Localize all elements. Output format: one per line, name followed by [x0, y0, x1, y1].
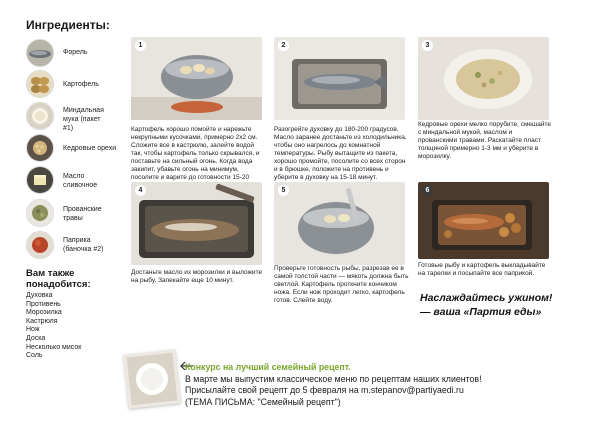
- step-5-number: 5: [278, 185, 289, 196]
- ingredient-label-pine-nuts: Кедровые орехи: [63, 145, 117, 152]
- step-4-photo: [131, 182, 262, 265]
- step-1-photo: [131, 37, 262, 120]
- contest-block: [185, 362, 482, 408]
- step-3-text: Кедровые орехи мелко порубите, смешайте с миндальной мукой, маслом и прованскими травами. Раскатайте пласт толщиной примерно 1-3 мм и уберите в морозилку.: [418, 121, 552, 160]
- contest-photo: [123, 349, 180, 408]
- step-2-photo: [274, 37, 405, 120]
- signoff-line-1: Наслаждайтесь ужином!: [420, 292, 553, 304]
- extras-item: Несколько мисок: [26, 343, 82, 351]
- contest-line-3: (ТЕМА ПИСЬМА: "Семейный рецепт"): [185, 396, 341, 407]
- contest-headline: Конкурс на лучший семейный рецепт.: [185, 362, 351, 372]
- extras-item: Противень: [26, 300, 61, 308]
- step-1-number: 1: [135, 40, 146, 51]
- paprika-icon: [26, 231, 54, 259]
- step-3-photo: [418, 37, 549, 120]
- extras-item: Духовка: [26, 292, 53, 299]
- step-2-text: Разогрейте духовку до 180-200 градусов. Масло заранее достаньте из холодильника, чтобы оно нагрелось до комнатной температуры. Рыбу вытащите из пакета, хорошо промойте, посолите со всех сторон и в брюшке, положите на противень и уберите в духовку на 15-18 минут.: [274, 126, 407, 181]
- herbs-icon: [26, 199, 54, 227]
- ingredient-label-potato: Картофель: [63, 81, 99, 88]
- step-5-photo: [274, 182, 405, 265]
- ingredients-title: Ингредиенты:: [26, 18, 110, 32]
- trout-icon: [26, 39, 54, 67]
- extras-item: Доска: [26, 334, 46, 342]
- pine-nuts-icon: [26, 134, 54, 162]
- extras-list: [26, 292, 81, 361]
- ingredient-label-herbs: Прованские травы: [63, 206, 102, 222]
- contest-line-1: В марте мы выпустим классическое меню по рецептам наших клиентов!: [185, 373, 482, 384]
- extras-item: Морозилка: [26, 309, 62, 317]
- signoff-line-2: — ваша «Партия еды»: [420, 306, 542, 318]
- extras-item: Кастрюля: [26, 317, 58, 325]
- step-2-number: 2: [278, 40, 289, 51]
- extras-title: Вам также понадобится:: [26, 268, 91, 290]
- extras-item: Соль: [26, 352, 43, 360]
- ingredient-label-almond-flour: Миндальная мука (пакет #1): [63, 107, 104, 132]
- potato-icon: [26, 70, 54, 98]
- ingredient-label-butter: Масло сливочное: [63, 173, 98, 189]
- step-5-text: Проверьте готовность рыбы, разрезав ее в самой толстой части — мякоть должна быть светлой. Картофель проткните кончиком ножа. Если нож проходит легко, картофель готов. Слейте воду.: [274, 265, 409, 304]
- signoff: [420, 291, 590, 319]
- ingredient-label-paprika: Паприка (баночка #2): [63, 237, 104, 253]
- contest-line-2: Присылайте свой рецепт до 5 февраля на m.stepanov@partiyaedi.ru: [185, 385, 464, 395]
- almond-flour-icon: [26, 102, 54, 130]
- butter-icon: [26, 166, 54, 194]
- step-4-number: 4: [135, 185, 146, 196]
- step-6-photo: [418, 182, 549, 259]
- step-1-text: Картофель хорошо помойте и нарежьте некрупными кусочками, примерно 2x2 см. Сложите все в кастрюлю, залейте водой так, чтобы картофель только скрывался, и поставьте на сильный огонь. Когда вода закипит, убавьте огонь на минимум, посолите и варите до готовности 15-20: [131, 126, 260, 181]
- step-6-text: Готовые рыбу и картофель выкладывайте на тарелки и посыпайте все паприкой.: [418, 262, 546, 277]
- step-6-number: 6: [422, 185, 433, 196]
- ingredient-label-trout: Форель: [63, 49, 88, 56]
- step-4-text: Достаньте масло из морозилки и выложите на рыбу. Запекайте еще 10 минут.: [131, 269, 263, 284]
- extras-item: Нож: [26, 326, 40, 334]
- step-3-number: 3: [422, 40, 433, 51]
